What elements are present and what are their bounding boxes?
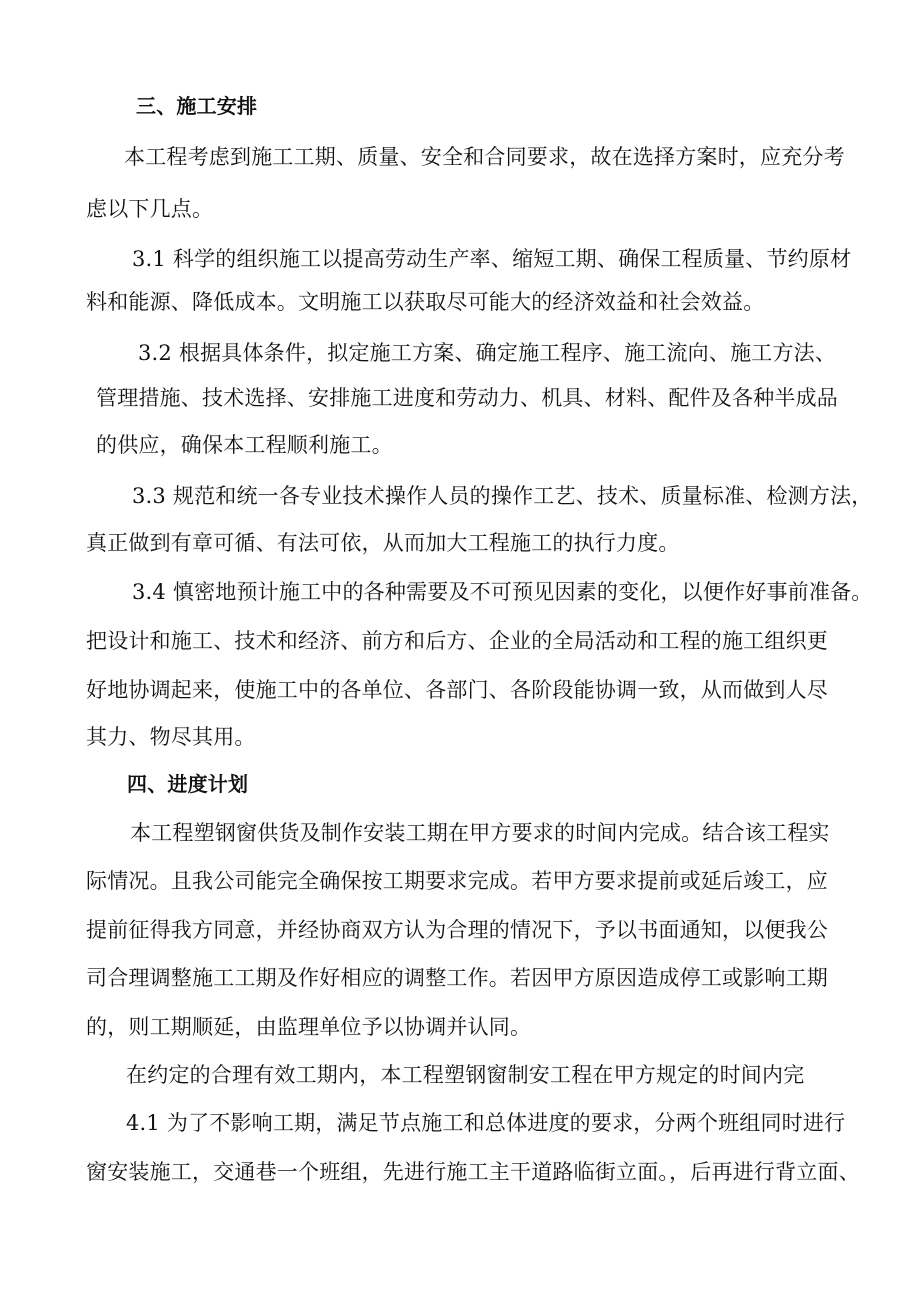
paragraph-line: 际情况。且我公司能完全确保按工期要求完成。若甲方要求提前或延后竣工，应 [86,869,828,893]
paragraph-line: 提前征得我方同意，并经协商双方认为合理的情况下，予以书面通知，以便我公 [86,918,828,942]
paragraph-line: 本工程塑钢窗供货及制作安装工期在甲方要求的时间内完成。结合该工程实 [130,821,830,845]
section-heading-schedule: 四、进度计划 [127,772,249,796]
paragraph-line: 4.1 为了不影响工期，满足节点施工和总体进度的要求，分两个班组同时进行 [126,1111,846,1135]
paragraph-line: 把设计和施工、技术和经济、前方和后方、企业的全局活动和工程的施工组织更 [86,629,828,653]
paragraph-line: 本工程考虑到施工工期、质量、安全和合同要求，故在选择方案时，应充分考 [124,145,845,169]
paragraph-line: 管理措施、技术选择、安排施工进度和劳动力、机具、材料、配件及各种半成品 [96,386,838,410]
paragraph-line: 的，则工期顺延，由监理单位予以协调并认同。 [86,1015,532,1039]
paragraph-line: 3.2 根据具体条件，拟定施工方案、确定施工程序、施工流向、施工方法、 [138,341,837,365]
paragraph-line: 3.3 规范和统一各专业技术操作人员的操作工艺、技术、质量标准、检测方法， [132,484,873,508]
paragraph-line: 虑以下几点。 [86,197,214,221]
paragraph-line: 司合理调整施工工期及作好相应的调整工作。若因甲方原因造成停工或影响工期 [86,966,828,990]
section-heading-construction-arrangement: 三、施工安排 [136,94,258,118]
paragraph-line: 其力、物尽其用。 [86,725,256,749]
paragraph-line: 3.4 慎密地预计施工中的各种需要及不可预见因素的变化，以便作好事前准备。 [132,580,873,604]
paragraph-line: 料和能源、降低成本。文明施工以获取尽可能大的经济效益和社会效益。 [86,290,765,314]
paragraph-line: 在约定的合理有效工期内，本工程塑钢窗制安工程在甲方规定的时间内完 [126,1063,805,1087]
paragraph-line: 好地协调起来，使施工中的各单位、各部门、各阶段能协调一致，从而做到人尽 [86,678,828,702]
paragraph-line: 3.1 科学的组织施工以提高劳动生产率、缩短工期、确保工程质量、节约原材 [132,247,852,271]
paragraph-line: 真正做到有章可循、有法可依，从而加大工程施工的执行力度。 [86,531,680,555]
paragraph-line: 的供应，确保本工程顺利施工。 [96,433,393,457]
paragraph-line: 窗安装施工，交通巷一个班组，先进行施工主干道路临街立面。，后再进行背立面、 [86,1160,860,1184]
